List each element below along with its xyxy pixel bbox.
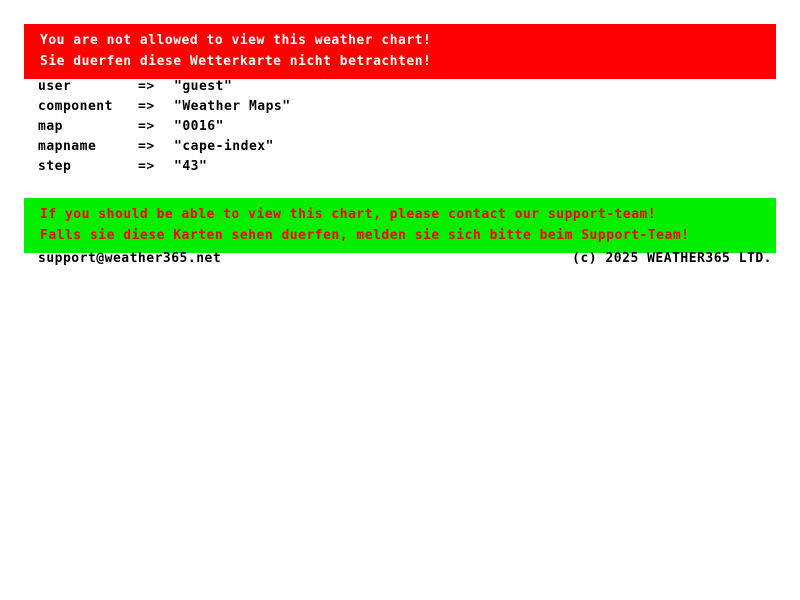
param-key: component xyxy=(38,99,113,114)
param-key: user xyxy=(38,79,72,94)
param-key: map xyxy=(38,119,63,134)
copyright-notice: (c) 2025 WEATHER365 LTD. xyxy=(572,251,772,266)
param-value: "0016" xyxy=(174,119,224,134)
param-arrow: => xyxy=(138,159,155,174)
table-row xyxy=(38,160,291,180)
error-banner-line-en: You are not allowed to view this weather chart! xyxy=(40,33,432,48)
table-row xyxy=(38,100,291,120)
param-arrow: => xyxy=(138,119,155,134)
param-value: "43" xyxy=(174,159,208,174)
support-email-link[interactable]: support@weather365.net xyxy=(38,251,222,266)
request-parameters-table xyxy=(38,80,291,180)
param-arrow: => xyxy=(138,79,155,94)
table-row xyxy=(38,120,291,140)
param-key: step xyxy=(38,159,72,174)
param-arrow: => xyxy=(138,139,155,154)
support-banner-line-en: If you should be able to view this chart, please contact our support-team! xyxy=(40,207,657,222)
table-row xyxy=(38,80,291,100)
error-banner xyxy=(24,24,776,79)
error-banner-line-de: Sie duerfen diese Wetterkarte nicht betrachten! xyxy=(40,54,432,69)
footer xyxy=(38,251,772,266)
support-banner-line-de: Falls sie diese Karten sehen duerfen, melden sie sich bitte beim Support-Team! xyxy=(40,228,690,243)
param-arrow: => xyxy=(138,99,155,114)
param-key: mapname xyxy=(38,139,97,154)
table-row xyxy=(38,140,291,160)
param-value: "Weather Maps" xyxy=(174,99,291,114)
param-value: "cape-index" xyxy=(174,139,274,154)
param-value: "guest" xyxy=(174,79,233,94)
support-banner xyxy=(24,198,776,253)
